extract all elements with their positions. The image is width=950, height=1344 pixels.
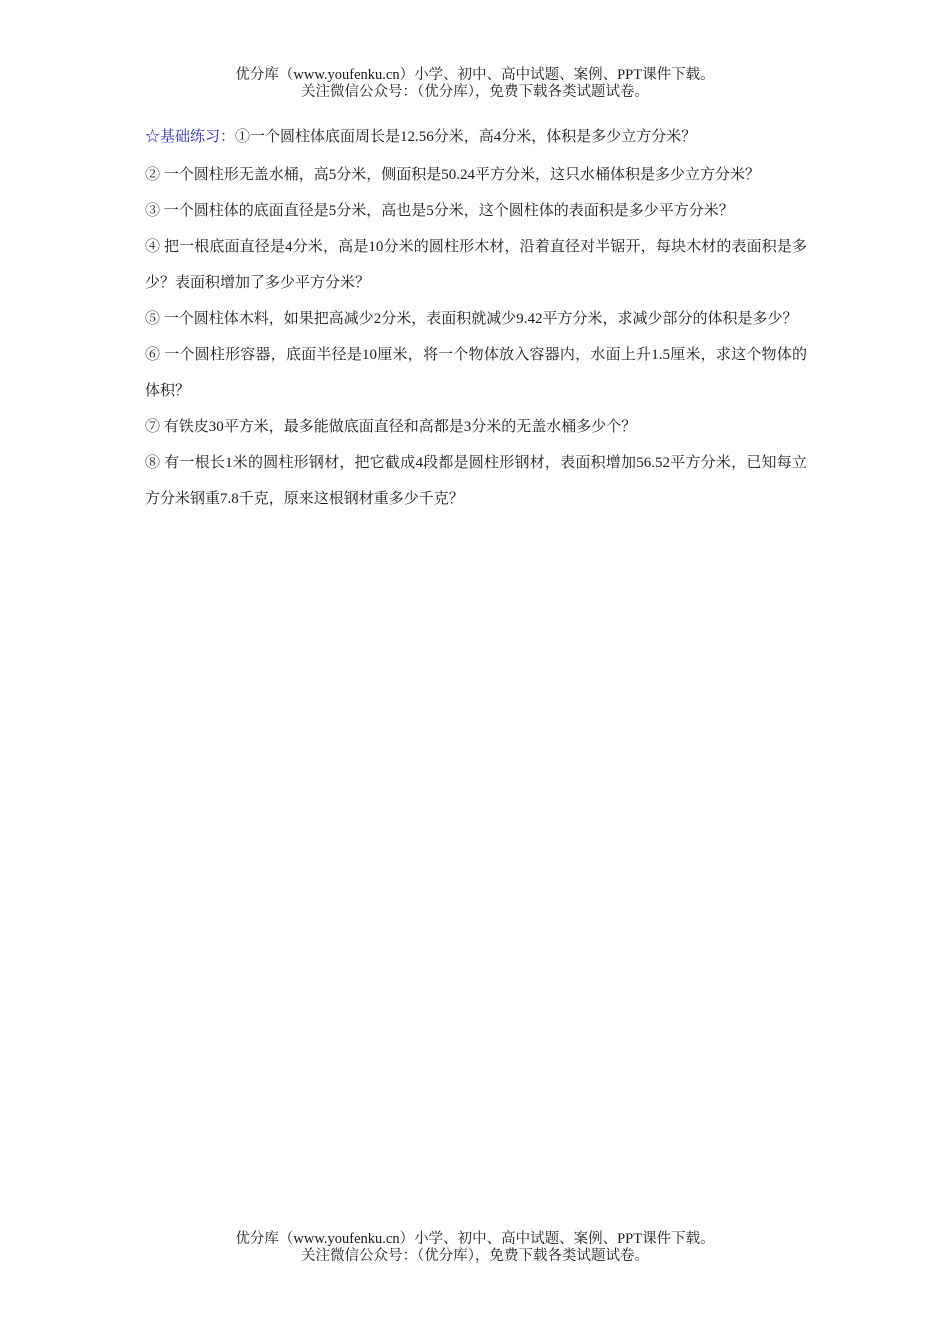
exercise-item-2: ② 一个圆柱形无盖水桶，高5分米，侧面积是50.24平方分米，这只水桶体积是多少立方分米？ <box>145 167 761 183</box>
header-line-1: 优分库（www.youfenku.cn）小学、初中、高中试题、案例、PPT课件下载。 <box>235 67 715 83</box>
exercise-section <box>145 124 807 517</box>
page-footer <box>0 1231 950 1265</box>
exercise-item-6: ⑥ 一个圆柱形容器，底面半径是10厘米，将一个物体放入容器内，水面上升1.5厘米，求这个物体的体积？ <box>145 347 807 399</box>
exercise-label: ☆基础练习： <box>145 129 236 145</box>
exercise-item-5: ⑤ 一个圆柱体木料，如果把高减少2分米，表面积就减少9.42平方分米，求减少部分的体积是多少？ <box>145 311 798 327</box>
footer-line-1: 优分库（www.youfenku.cn）小学、初中、高中试题、案例、PPT课件下载。 <box>235 1231 715 1247</box>
exercise-item-3: ③ 一个圆柱体的底面直径是5分米，高也是5分米，这个圆柱体的表面积是多少平方分米？ <box>145 203 734 219</box>
exercise-item-4: ④ 把一根底面直径是4分米，高是10分米的圆柱形木材，沿着直径对半锯开，每块木材的表面积是多少？表面积增加了多少平方分米？ <box>145 239 807 291</box>
exercise-item-8: ⑧ 有一根长1米的圆柱形钢材，把它截成4段都是圆柱形钢材，表面积增加56.52平方分米，已知每立方分米钢重7.8千克，原来这根钢材重多少千克？ <box>145 455 807 507</box>
exercise-item-1 <box>145 124 807 150</box>
footer-line-2: 关注微信公众号：（优分库），免费下载各类试题试卷。 <box>301 1248 649 1264</box>
exercise-item-7: ⑦ 有铁皮30平方米，最多能做底面直径和高都是3分米的无盖水桶多少个？ <box>145 419 637 435</box>
header-line-2: 关注微信公众号：（优分库），免费下载各类试题试卷。 <box>301 84 649 100</box>
exercise-item-1-text: ①一个圆柱体底面周长是12.56分米，高4分米，体积是多少立方分米？ <box>235 129 697 145</box>
page-header <box>0 67 950 101</box>
